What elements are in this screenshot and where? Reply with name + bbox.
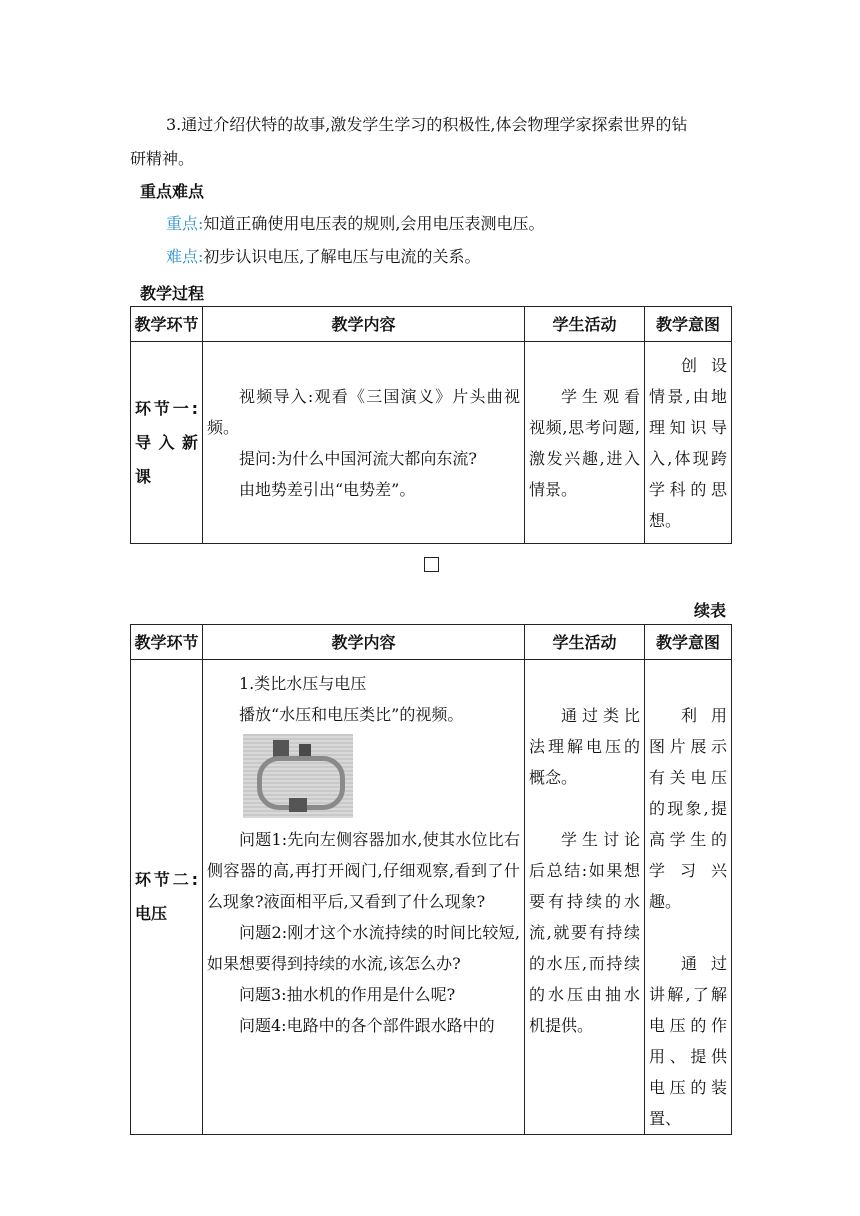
col-stage-header: 教学环节 (131, 625, 203, 660)
key-points-heading: 重点难点 (140, 182, 205, 201)
content-cell (203, 660, 525, 1135)
process-table-1 (130, 306, 732, 544)
content-line: 问题3:抽水机的作用是什么呢? (239, 985, 456, 1004)
col-activity-header: 学生活动 (525, 625, 645, 660)
key-point (166, 207, 545, 241)
content-line: 提问:为什么中国河流大都向东流? (239, 448, 477, 468)
col-content-header: 教学内容 (203, 307, 525, 342)
process-heading: 教学过程 (140, 284, 205, 303)
content-line: 问题4:电路中的各个部件跟水路中的 (239, 1016, 495, 1035)
col-stage-header: 教学环节 (131, 307, 203, 342)
activity-cell (525, 660, 645, 1135)
intent-text: 通过讲解,了解电压的作用、提供电压的装置、 (649, 954, 727, 1128)
table-row (131, 342, 732, 544)
col-intent-header: 教学意图 (645, 625, 732, 660)
intent-cell (645, 660, 732, 1135)
objective-3-line1: 3.通过介绍伏特的故事,激发学生学习的积极性,体会物理学家探索世界的钻 (166, 115, 688, 134)
table-row (131, 660, 732, 1135)
difficult-point-text: 初步认识电压,了解电压与电流的关系。 (203, 247, 481, 266)
key-point-text: 知道正确使用电压表的规则,会用电压表测电压。 (203, 214, 545, 233)
table-header-row (131, 625, 732, 660)
content-line: 播放“水压和电压类比”的视频。 (239, 705, 464, 724)
checkbox-icon[interactable] (424, 557, 439, 572)
key-point-label: 重点: (166, 214, 204, 233)
col-activity-header: 学生活动 (525, 307, 645, 342)
table-header-row (131, 307, 732, 342)
intent-text: 创设情景,由地理知识导入,体现跨学科的思想。 (649, 355, 727, 530)
content-line: 1.类比水压与电压 (239, 674, 367, 693)
stage-cell: 环节一:导入新课 (131, 342, 203, 544)
content-line: 视频导入:观看《三国演义》片头曲视频。 (207, 386, 520, 437)
activity-text: 学生观看视频,思考问题,激发兴趣,进入情景。 (529, 386, 640, 499)
intent-cell (645, 342, 732, 544)
activity-text: 学生讨论后总结:如果想要有持续的水流,就要有持续的水压,而持续的水压由抽水机提供。 (529, 830, 640, 1035)
difficult-point (166, 240, 481, 274)
intent-text: 利用图片展示有关电压的现象,提高学生的学习兴趣。 (649, 706, 727, 911)
col-intent-header: 教学意图 (645, 307, 732, 342)
process-table-2 (130, 624, 732, 1135)
content-line: 问题2:刚才这个水流持续的时间比较短,如果想要得到持续的水流,该怎么办? (207, 923, 520, 973)
continued-label: 续表 (694, 601, 727, 620)
stage-cell: 环节二:电压 (131, 660, 203, 1135)
objective-3-line2: 研精神。 (130, 149, 195, 168)
activity-cell (525, 342, 645, 544)
difficult-point-label: 难点: (166, 247, 204, 266)
content-line: 问题1:先向左侧容器加水,使其水位比右侧容器的高,再打开阀门,仔细观察,看到了什么现象?液面相平后,又看到了什么现象? (207, 830, 520, 911)
activity-text: 通过类比法理解电压的概念。 (529, 706, 640, 787)
water-pressure-photo (243, 734, 353, 818)
content-line: 由地势差引出“电势差”。 (239, 479, 416, 499)
col-content-header: 教学内容 (203, 625, 525, 660)
content-cell (203, 342, 525, 544)
